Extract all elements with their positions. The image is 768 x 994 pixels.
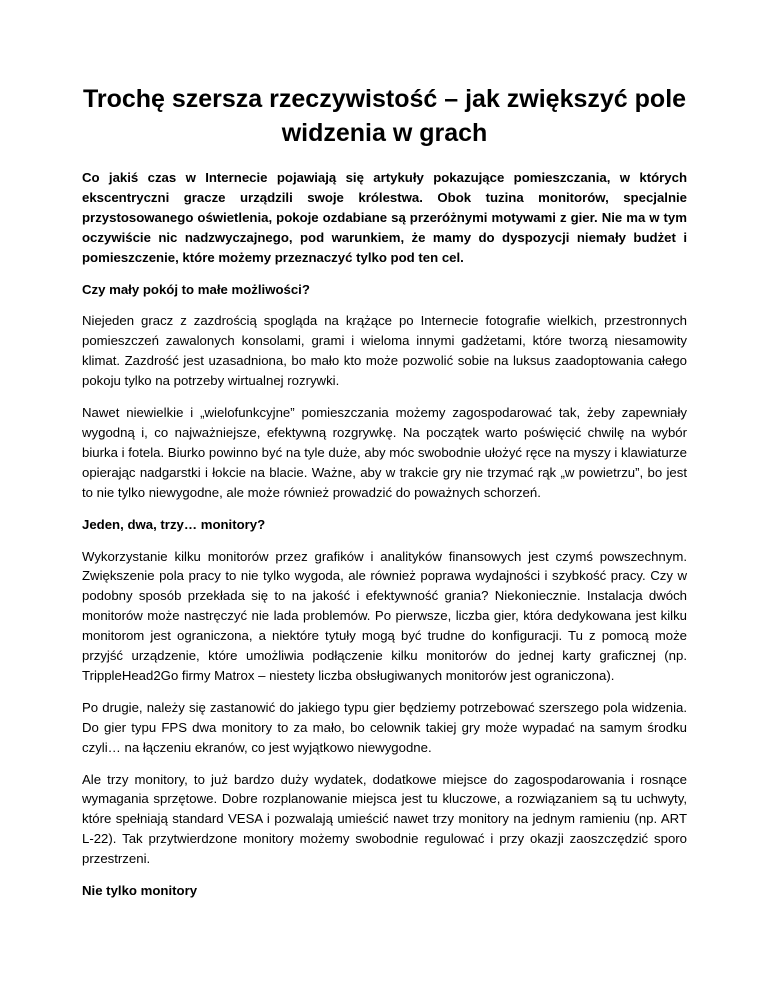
paragraph-game-types: Po drugie, należy się zastanowić do jakiego typu gier będziemy potrzebować szerszego pola widzenia. Do gier typu FPS dwa monitory to za mało, bo celownik takiej gry może wypadać na samym środku czyli… na łączeniu ekranów, co jest wyjątkowo niewygodne.: [82, 699, 687, 755]
paragraph-three-monitors: Ale trzy monitory, to już bardzo duży wydatek, dodatkowe miejsce do zagospodarowania i rosnące wymagania sprzętowe. Dobre rozplanowanie miejsca jest tu kluczowe, a rozwiązaniem są tu uchwyty, które spełniają standard VESA i pozwalają umieścić nawet trzy monitory na jednym ramieniu (np. ART L-22). Tak przytwierdzone monitory możemy swobodnie regulować i przy okazji zaoszczędzić sporo przestrzeni.: [82, 771, 687, 867]
paragraph-envy: Niejeden gracz z zazdrością spogląda na krążące po Internecie fotografie wielkich, przestronnych pomieszczeń zawalonych konsolami, grami i wieloma innymi gadżetami, które tworzą niesamowity klimat. Zazdrość jest uzasadniona, bo mało kto może pozwolić sobie na luksus zaadoptowania całego pokoju tylko na potrzeby wirtualnej rozrywki.: [82, 313, 687, 389]
lead-paragraph: Co jakiś czas w Internecie pojawiają się artykuły pokazujące pomieszczania, w których ekscentryczni gracze urządzili swoje królestwa. Obok tuzina monitorów, specjalnie przystosowanego oświetlenia, pokoje ozdabiane są przeróżnymi motywami z gier. Nie ma w tym oczywiście nic nadzwyczajnego, pod warunkiem, że mamy do dyspozycji niemały budżet i pomieszczenie, które możemy przeznaczyć tylko pod ten cel.: [82, 170, 687, 265]
document-title: Trochę szersza rzeczywistość – jak zwiększyć pole widzenia w grach: [82, 85, 687, 147]
document-page: [82, 82, 687, 913]
section-heading-monitors: Jeden, dwa, trzy… monitory?: [82, 516, 266, 532]
section-heading-small-room: Czy mały pokój to małe możliwości?: [82, 281, 310, 297]
paragraph-desk-chair: Nawet niewielkie i „wielofunkcyjne” pomieszczania możemy zagospodarować tak, żeby zapewniały wygodną i, co najważniejsze, efektywną rozgrywkę. Na początek warto poświęcić chwilę na wybór biurka i fotela. Biurko powinno być na tyle duże, aby móc swobodnie ułożyć ręce na myszy i klawiaturze opierając nadgarstki i łokcie na blacie. Ważne, aby w trakcie gry nie trzymać rąk „w powietrzu”, bo jest to nie tylko niewygodne, ale może również prowadzić do poważnych schorzeń.: [82, 405, 687, 500]
paragraph-multiple-monitors: Wykorzystanie kilku monitorów przez grafików i analityków finansowych jest czymś powszechnym. Zwiększenie pola pracy to nie tylko wygoda, ale również poprawa wydajności i szybkość pracy. Czy w podobny sposób przekłada się to na jakość i efektywność grania? Niekoniecznie. Instalacja dwóch monitorów może nastręczyć nie lada problemów. Po pierwsze, liczba gier, która dedykowana jest kilku monitorom jest ograniczona, a niektóre tytuły mogą być trudne do konfiguracji. Tu z pomocą może przyjść urządzenie, które umożliwia podłączenie kilku monitorów do jednej karty graficznej (np. TrippleHead2Go firmy Matrox – niestety liczba obsługiwanych monitorów jest ograniczona).: [82, 548, 687, 683]
section-heading-not-only-monitors: Nie tylko monitory: [82, 883, 198, 899]
